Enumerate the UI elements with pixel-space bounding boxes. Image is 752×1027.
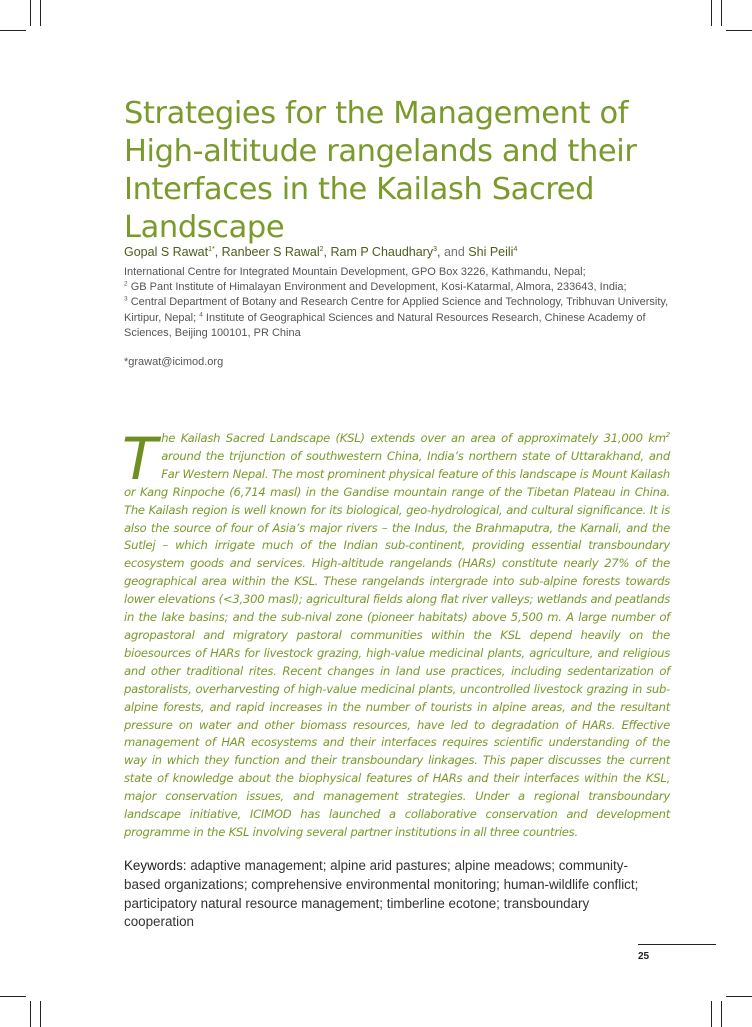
corresponding-email: *grawat@icimod.org	[124, 356, 224, 368]
crop-mark	[40, 0, 41, 26]
superscript: 2	[665, 431, 670, 440]
crop-mark	[30, 0, 31, 26]
author-affiliation-mark: 2	[319, 245, 324, 253]
page-number: 25	[638, 951, 650, 962]
page-number-rule	[638, 944, 716, 945]
author-name: Ram P Chaudhary	[330, 245, 434, 259]
author-list: Gopal S Rawat$^{1*}$, Ranbeer S Rawal$^2$, Ram P Chaudhary$^3$, and Shi Peili$^4$	[124, 245, 518, 259]
crop-mark	[0, 996, 26, 997]
keywords-text: adaptive management; alpine arid pastures; alpine meadows; community-based organizations; comprehensive environmental monitoring; human-wildlife conflict; participatory natural resource management; timberline ecotone; transboundary cooperation	[124, 858, 639, 930]
affiliation-3-4: $^3$ Central Department of Botany and Research Centre for Applied Science and Technology, Tribhuvan University, Kirtipur, Nepal; $^4$ Institute of Geographical Sciences and Natural Resources Research, Chinese Academy of Sciences, Beijing 100101, PR China	[124, 295, 669, 339]
crop-mark	[40, 1001, 41, 1027]
crop-mark	[726, 996, 752, 997]
crop-mark	[726, 30, 752, 31]
abstract	[122, 425, 670, 842]
affiliations	[124, 265, 672, 341]
abstract-text: around the trijunction of southwestern China, India’s northern state of Uttarakhand, and Far Western Nepal. The most prominent physical feature of this landscape is Mount Kailash or Kang Rinpoche (6,714 masl) in the Gandise mountain range of the Tibetan Plateau in China. The Kailash region is well known for its biological, geo-hydrological, and cultural significance. It is also the source of four of Asia’s major rivers – the Indus, the Brahmaputra, the Karnali, and the Sutlej – which irrigate much of the Indian sub-continent, providing essential transboundary ecosystem goods and services. High-altitude rangelands (HARs) constitute nearly 27% of the geographical area within the KSL. These rangelands intergrade into sub-alpine forests towards lower elevations (<3,300 masl); agricultural fields along flat river valleys; wetlands and peatlands in the lake basins; and the sub-nival zone (pioneer habitats) above 5,500 m. A large number of agropastoral and migratory pastoral communities within the KSL depend heavily on the bioesources of HARs for livestock grazing, high-value medicinal plants, agriculture, and religious and other traditional rites. Recent changes in land use practices, including sedentarization of pastoralists, overharvesting of high-value medicinal plants, uncontrolled livestock grazing in sub-alpine forests, and rapid increases in the number of tourists in alpine areas, and the resultant pressure on water and other biomass resources, have led to degradation of HARs. Effective management of HAR ecosystems and their interfaces requires scientific understanding of the way in which they function and their transboundary linkages. This paper discusses the current state of knowledge about the biophysical features of HARs and their interfaces within the KSL, major conservation issues, and management strategies. Under a regional transboundary landscape initiative, ICIMOD has launched a collaborative conservation and development programme in the KSL involving several partner institutions in all three countries.	[124, 448, 670, 839]
author-affiliation-mark: 4	[513, 245, 518, 253]
drop-cap: T	[122, 425, 158, 493]
keywords-label: Keywords:	[124, 858, 187, 873]
abstract-text: he Kailash Sacred Landscape (KSL) extends over an area of approximately 31,000 km	[161, 431, 666, 445]
crop-mark	[711, 0, 712, 26]
crop-mark	[721, 1001, 722, 1027]
author-name: Ranbeer S Rawal	[221, 245, 320, 259]
affiliation-1: International Centre for Integrated Mountain Development, GPO Box 3226, Kathmandu, Nepal;	[124, 266, 586, 278]
author-conjunction: and	[443, 245, 465, 259]
author-affiliation-mark: 3	[433, 245, 437, 253]
crop-mark	[0, 30, 26, 31]
crop-mark	[721, 0, 722, 26]
author-affiliation-mark: 1*	[208, 245, 215, 253]
author-name: Gopal S Rawat	[124, 245, 209, 259]
crop-mark	[711, 1001, 712, 1027]
keywords	[124, 857, 644, 932]
crop-mark	[30, 1001, 31, 1027]
affiliation-2: $^2$ GB Pant Institute of Himalayan Environment and Development, Kosi-Katarmal, Almora, 233643, India;	[124, 280, 627, 294]
paper-title: Strategies for the Management of High-altitude rangelands and their Interfaces in the Kailash Sacred Landscape	[124, 96, 637, 245]
author-name: Shi Peili	[468, 245, 514, 259]
